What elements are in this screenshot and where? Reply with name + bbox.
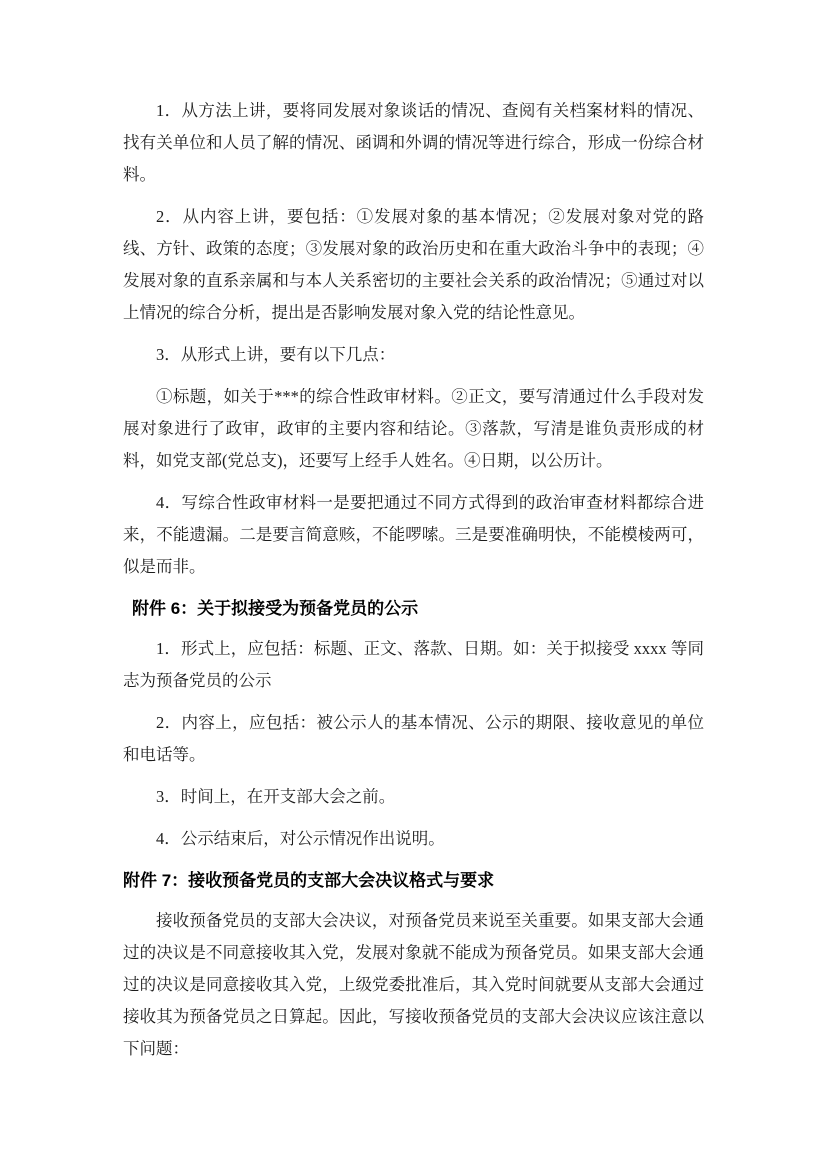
political-review-note-format: 3．从形式上讲，要有以下几点： xyxy=(156,345,396,364)
attachment7-heading: 附件 7：接收预备党员的支部大会决议格式与要求 xyxy=(123,871,495,890)
attachment6-heading: 附件 6：关于拟接受为预备党员的公示 xyxy=(132,599,419,618)
attachment6-item-content: 2．内容上，应包括：被公示人的基本情况、公示的期限、接收意见的单位和电话等。 xyxy=(123,713,704,764)
political-review-note-writing: 4．写综合性政审材料一是要把通过不同方式得到的政治审查材料都综合进来，不能遗漏。二是要言简意赅，不能啰嗦。三是要准确明快，不能模棱两可，似是而非。 xyxy=(123,493,704,576)
attachment6-item-time: 3．时间上，在开支部大会之前。 xyxy=(156,787,396,806)
attachment7-intro-paragraph: 接收预备党员的支部大会决议，对预备党员来说至关重要。如果支部大会通过的决议是不同意接收其入党，发展对象就不能成为预备党员。如果支部大会通过的决议是同意接收其入党，上级党委批准后，其入党时间就要从支部大会通过接收其为预备党员之日算起。因此，写接收预备党员的支部大会决议应该注意以下问题： xyxy=(123,911,704,1058)
political-review-note-method: 1．从方法上讲，要将同发展对象谈话的情况、查阅有关档案材料的情况、找有关单位和人员了解的情况、函调和外调的情况等进行综合，形成一份综合材料。 xyxy=(123,101,704,184)
political-review-note-format-details: ①标题，如关于***的综合性政审材料。②正文，要写清通过什么手段对发展对象进行了政审，政审的主要内容和结论。③落款，写清是谁负责形成的材料，如党支部(党总支)，还要写上经手人姓名。④日期，以公历计。 xyxy=(123,387,704,470)
attachment6-item-form: 1．形式上，应包括：标题、正文、落款、日期。如：关于拟接受 xxxx 等同志为预备党员的公示 xyxy=(123,639,704,690)
political-review-note-content: 2．从内容上讲，要包括：①发展对象的基本情况；②发展对象对党的路线、方针、政策的态度；③发展对象的政治历史和在重大政治斗争中的表现；④发展对象的直系亲属和与本人关系密切的主要社会关系的政治情况；⑤通过对以上情况的综合分析，提出是否影响发展对象入党的结论性意见。 xyxy=(123,207,704,322)
attachment6-item-conclusion: 4．公示结束后，对公示情况作出说明。 xyxy=(156,829,445,848)
